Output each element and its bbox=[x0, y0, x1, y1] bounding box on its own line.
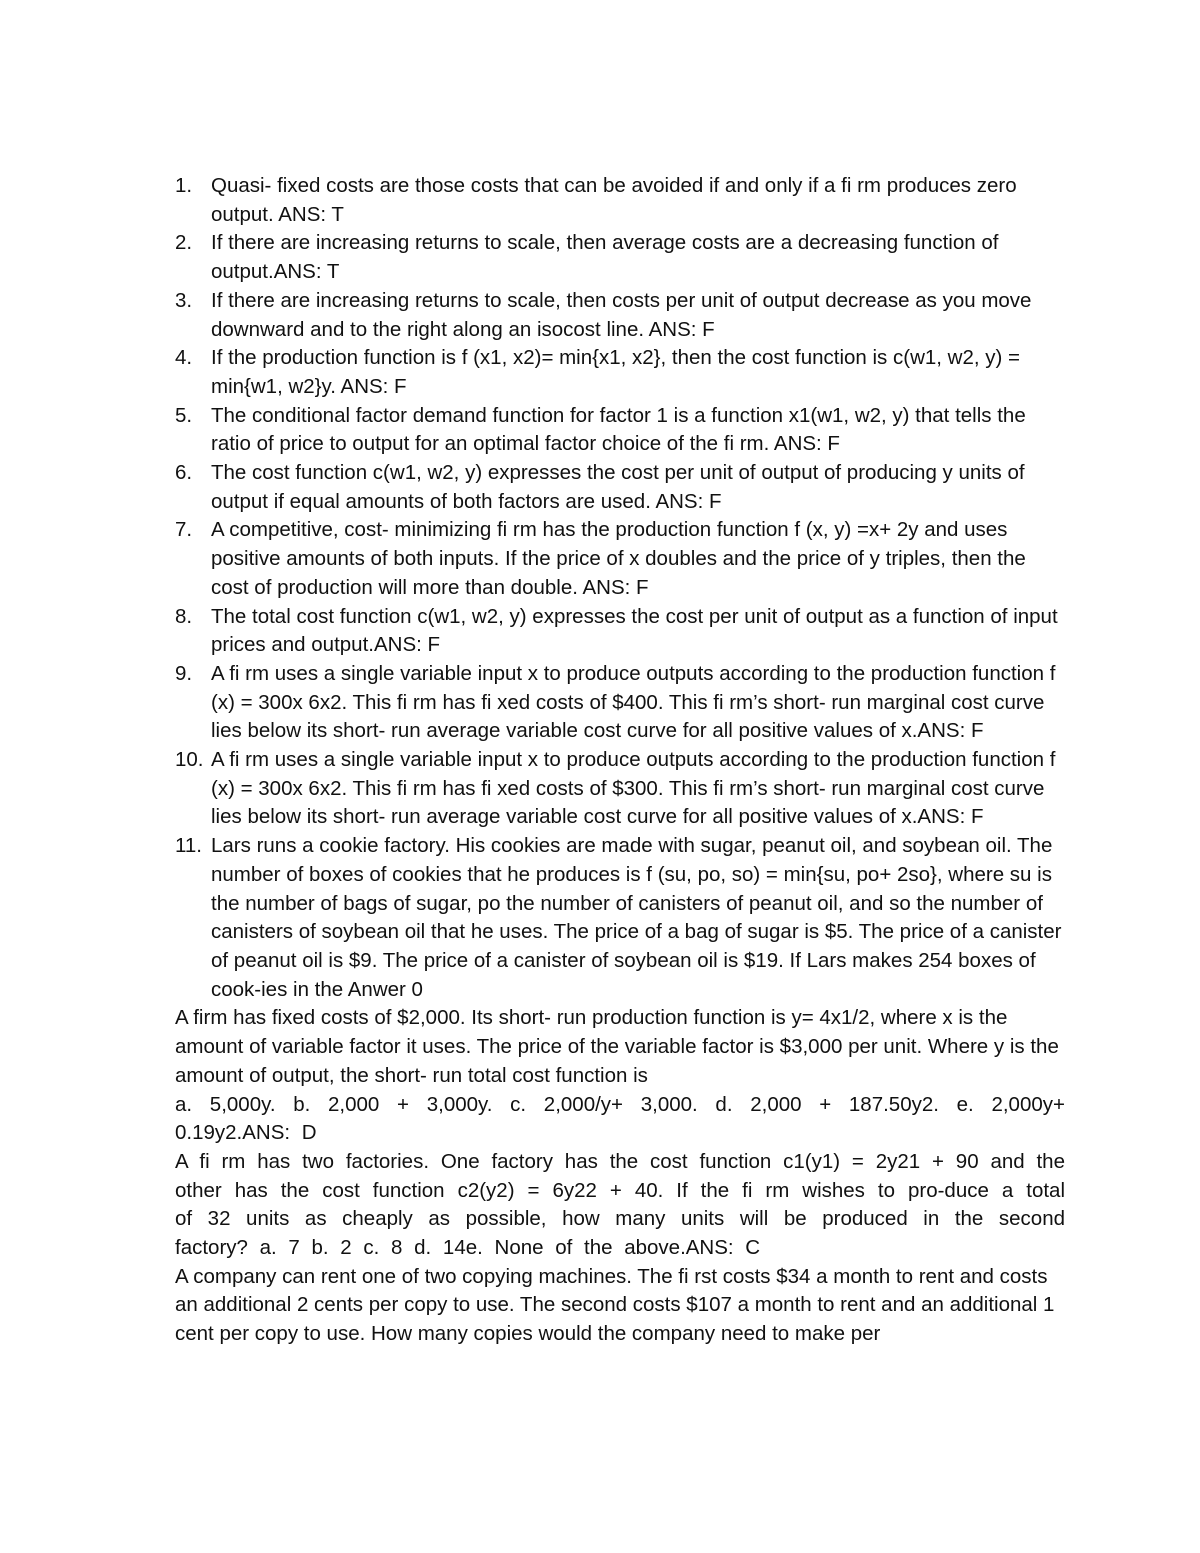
question-item bbox=[175, 832, 1065, 1004]
question-number: 4. bbox=[175, 346, 193, 370]
question-item bbox=[175, 660, 1065, 746]
paragraph-fixed-cost-question: A firm has fixed costs of $2,000. Its short- run production function is y= 4x1/2, where x is the amount of variable factor it uses. The price of the variable factor is $3,000 per unit. Where y is the amount of output, the short- run total cost function is bbox=[175, 1006, 1059, 1087]
paragraph-two-factories: A fi rm has two factories. One factory has the cost function c1(y1) = 2y21 + 90 and the other has the cost function c2(y2) = 6y22 + 40. If the fi rm wishes to pro-duce a total of 32 units as cheaply as possible, how many units will be produced in the second factory? a. 7 b. 2 c. 8 d. 14e. None of the above.ANS: C bbox=[175, 1149, 1065, 1260]
question-list bbox=[175, 172, 1065, 1004]
question-number: 9. bbox=[175, 661, 193, 685]
question-text: The cost function c(w1, w2, y) expresses the cost per unit of output of producing y units of output if equal amounts of both factors are used. ANS: F bbox=[211, 461, 1025, 513]
question-text: Lars runs a cookie factory. His cookies are made with sugar, peanut oil, and soybean oil. The number of boxes of cookies that he produces is f (su, po, so) = min{su, po+ 2so}, where su is the number of bags of sugar, po the number of canisters of peanut oil, and so the number of canisters of soybean oil that he uses. The price of a bag of sugar is $5. The price of a canister of peanut oil is $9. The price of a canister of soybean oil is $19. If Lars makes 254 boxes of cook-ies in the Anwer 0 bbox=[211, 834, 1062, 1001]
question-text: Quasi- fixed costs are those costs that can be avoided if and only if a fi rm produces zero output. ANS: T bbox=[211, 174, 1017, 226]
question-text: If there are increasing returns to scale, then costs per unit of output decrease as you move downward and to the right along an isocost line. ANS: F bbox=[211, 288, 1032, 341]
paragraph-copying-machines: A company can rent one of two copying machines. The fi rst costs $34 a month to rent and costs an additional 2 cents per copy to use. The second costs $107 a month to rent and an additional 1 cent per copy to use. How many copies would the company need to make per bbox=[175, 1264, 1055, 1346]
question-number: 8. bbox=[175, 604, 193, 628]
question-item bbox=[175, 603, 1065, 660]
question-text: A competitive, cost- minimizing fi rm has the production function f (x, y) =x+ 2y and uses positive amounts of both inputs. If the price of x doubles and the price of y triples, then the cost of production will more than double. ANS: F bbox=[211, 518, 1026, 599]
question-item bbox=[175, 402, 1065, 459]
question-number: 11. bbox=[175, 834, 202, 858]
question-text: A fi rm uses a single variable input x to produce outputs according to the production function f (x) = 300x 6x2. This fi rm has fi xed costs of $300. This fi rm’s short- run marginal cost curve lies below its short- run average variable cost curve for all positive values of x.ANS: F bbox=[211, 748, 1056, 829]
question-text: If the production function is f (x1, x2)= min{x1, x2}, then the cost function is c(w1, w2, y) = min{w1, w2}y. ANS: F bbox=[211, 346, 1021, 398]
document-body bbox=[175, 172, 1065, 1349]
question-text: The total cost function c(w1, w2, y) expresses the cost per unit of output as a function of input prices and output.ANS: F bbox=[211, 604, 1058, 657]
question-text: A fi rm uses a single variable input x to produce outputs according to the production function f (x) = 300x 6x2. This fi rm has fi xed costs of $400. This fi rm’s short- run marginal cost curve lies below its short- run average variable cost curve for all positive values of x.ANS: F bbox=[211, 661, 1056, 743]
question-item bbox=[175, 344, 1065, 401]
question-item bbox=[175, 459, 1065, 516]
question-item bbox=[175, 172, 1065, 229]
paragraph-fixed-cost-options: a. 5,000y. b. 2,000 + 3,000y. c. 2,000/y+ 3,000. d. 2,000 + 187.50y2. e. 2,000y+ 0.19y2.ANS: D bbox=[175, 1092, 1065, 1145]
question-number: 1. bbox=[175, 174, 193, 197]
question-number: 7. bbox=[175, 518, 193, 542]
question-text: If there are increasing returns to scale, then average costs are a decreasing function of output.ANS: T bbox=[211, 231, 999, 284]
question-item bbox=[175, 516, 1065, 602]
question-number: 2. bbox=[175, 231, 193, 255]
question-number: 5. bbox=[175, 403, 193, 427]
question-item bbox=[175, 746, 1065, 832]
question-item bbox=[175, 287, 1065, 344]
question-item bbox=[175, 229, 1065, 286]
question-number: 3. bbox=[175, 288, 193, 312]
question-number: 10. bbox=[175, 748, 204, 772]
question-number: 6. bbox=[175, 461, 193, 485]
question-text: The conditional factor demand function for factor 1 is a function x1(w1, w2, y) that tells the ratio of price to output for an optimal factor choice of the fi rm. ANS: F bbox=[211, 403, 1026, 456]
